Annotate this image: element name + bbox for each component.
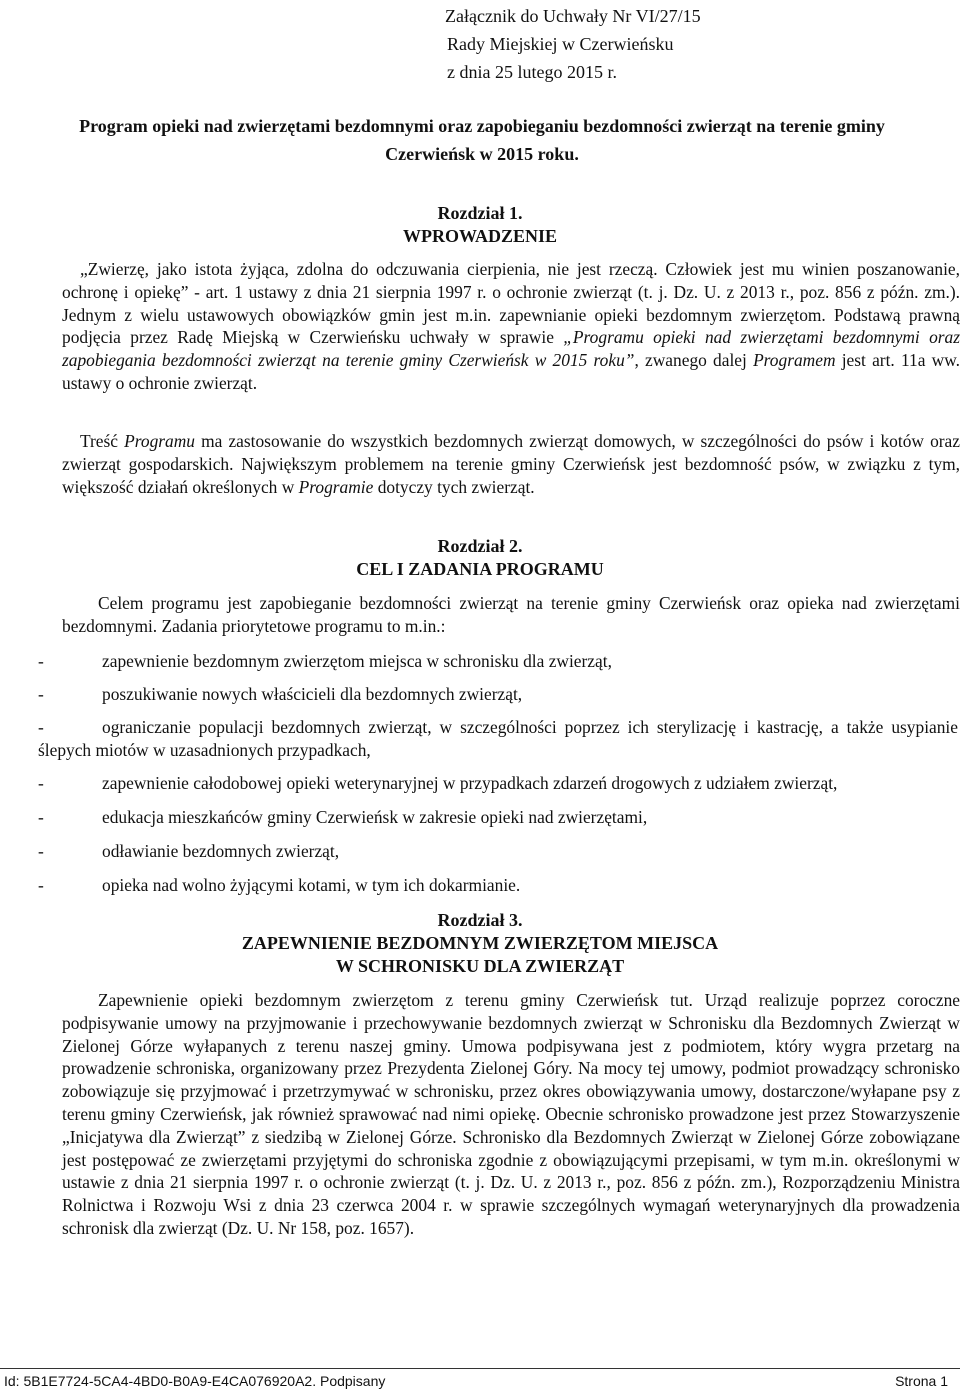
chapter-3-heading-2: W SCHRONISKU DLA ZWIERZĄT (335, 956, 625, 976)
list-item (38, 806, 958, 829)
list-dash: - (38, 717, 44, 737)
list-item (38, 840, 958, 863)
chapter-2-intro: Celem programu jest zapobieganie bezdomności zwierząt na terenie gminy Czerwieńsk oraz opieka nad zwierzętami bezdomnymi. Zadania priorytetowe programu to m.in.: (62, 593, 960, 636)
list-item-text: zapewnienie całodobowej opieki weterynaryjnej w przypadkach zdarzeń drogowych z udziałem zwierząt, (102, 773, 838, 793)
list-item (38, 874, 958, 897)
chapter-1-heading: WPROWADZENIE (402, 226, 558, 246)
chapter-3-paragraph: Zapewnienie opieki bezdomnym zwierzętom z terenu gminy Czerwieńsk tut. Urząd realizuje poprzez coroczne podpisywanie umowy na przyjmowanie i przechowywanie bezdomnych zwierząt w Schronisku dla Bezdomnych Zwierząt w Zielonej Górze wyłapanych z terenu naszej gminy. Umowa podpisywana jest z podmiotem, który wygra przetarg na prowadzenie schroniska, organizowany przez Prezydenta Zielonej Góry. Na mocy tej umowy, podmiot prowadzący schronisko zobowiązuje się przyjmować i przetrzymywać w schronisku, przez okres obowiązywania umowy, dostarczone/wyłapane psy z terenu gminy Czerwieńsk, jak również sprawować nad nimi opiekę. Obecnie schronisko prowadzone jest przez Stowarzyszenie „Inicjatywa dla Zwierząt” z siedzibą w Zielonej Górze. Schronisko dla Bezdomnych Zwierząt w Zielonej Górze zobowiązane jest postępować ze zwierzętami przyjętymi do schroniska zgodnie z obowiązującymi przepisami, w tym m.in. określonymi w ustawie z dnia 21 sierpnia 1997 r. o ochronie zwierząt (t. j. Dz. U. z 2013 r., poz. 856 z późn. zm.), Rozporządzeniu Ministra Rolnictwa i Rozwoju Wsi z dnia 23 czerwca 2004 r. w sprawie szczególnych wymagań weterynaryjnych dla prowadzenia schronisk dla zwierząt (Dz. U. Nr 158, poz. 1657). (62, 990, 960, 1238)
list-dash: - (38, 807, 44, 827)
list-dash: - (38, 684, 44, 704)
footer-page-number: Strona 1 (895, 1373, 948, 1389)
list-item-text: edukacja mieszkańców gminy Czerwieńsk w zakresie opieki nad zwierzętami, (102, 807, 648, 827)
header-line-1: Załącznik do Uchwały Nr VI/27/15 (445, 6, 701, 26)
list-item (38, 650, 958, 673)
list-dash: - (38, 841, 44, 861)
footer-document-id: Id: 5B1E7724-5CA4-4BD0-B0A9-E4CA076920A2. Podpisany (4, 1373, 386, 1389)
chapter-1-paragraph-1: „Zwierzę, jako istota żyjąca, zdolna do odczuwania cierpienia, nie jest rzeczą. Człowiek jest mu winien poszanowanie, ochronę i opiekę” - art. 1 ustawy z dnia 21 sierpnia 1997 r. o ochronie zwierząt (t. j. Dz. U. z 2013 r., poz. 856 z późn. zm.). Jednym z wielu ustawowych obowiązków gmin jest m.in. zapewnianie opieki bezdomnym zwierzętom. Podstawą prawną podjęcia przez Radę Miejską w Czerwieńsku uchwały w sprawie „Programu opieki nad zwierzętami bezdomnymi oraz zapobiegania bezdomności zwierząt na terenie gminy Czerwieńsk w 2015 roku”, zwanego dalej Programem jest art. 11a ww. ustawy o ochronie zwierząt. (62, 259, 960, 393)
document-title: Program opieki nad zwierzętami bezdomnymi oraz zapobieganiu bezdomności zwierząt na terenie gminy Czerwieńsk w 2015 roku. (79, 116, 885, 164)
chapter-2-label: Rozdział 2. (437, 536, 523, 556)
list-item-text: ograniczanie populacji bezdomnych zwierząt, w szczególności poprzez ich sterylizację i kastrację, a także usypianie ślepych miotów w uzasadnionych przypadkach, (38, 717, 958, 760)
list-dash: - (38, 773, 44, 793)
list-item (38, 683, 958, 706)
list-item (38, 716, 958, 762)
list-item-text: odławianie bezdomnych zwierząt, (102, 841, 340, 861)
list-dash: - (38, 875, 44, 895)
list-item (38, 772, 958, 795)
chapter-2-heading: CEL I ZADANIA PROGRAMU (356, 559, 604, 579)
list-item-text: opieka nad wolno żyjącymi kotami, w tym ich dokarmianie. (102, 875, 521, 895)
header-line-3: z dnia 25 lutego 2015 r. (447, 62, 617, 82)
chapter-1-paragraph-2: Treść Programu ma zastosowanie do wszystkich bezdomnych zwierząt domowych, w szczególności do psów i kotów oraz zwierząt gospodarskich. Największym problemem na terenie gminy Czerwieńsk jest bezdomność psów, w związku z tym, większość działań określonych w Programie dotyczy tych zwierząt. (62, 431, 960, 497)
chapter-1-label: Rozdział 1. (437, 203, 523, 223)
list-item-text: poszukiwanie nowych właścicieli dla bezdomnych zwierząt, (102, 684, 523, 704)
list-dash: - (38, 651, 44, 671)
attachment-header (445, 2, 701, 86)
list-item-text: zapewnienie bezdomnym zwierzętom miejsca w schronisku dla zwierząt, (102, 651, 612, 671)
header-line-2: Rady Miejskiej w Czerwieńsku (447, 34, 674, 54)
chapter-3-heading-1: ZAPEWNIENIE BEZDOMNYM ZWIERZĘTOM MIEJSCA (241, 933, 719, 953)
chapter-3-label: Rozdział 3. (437, 910, 523, 930)
footer-divider (0, 1368, 960, 1369)
